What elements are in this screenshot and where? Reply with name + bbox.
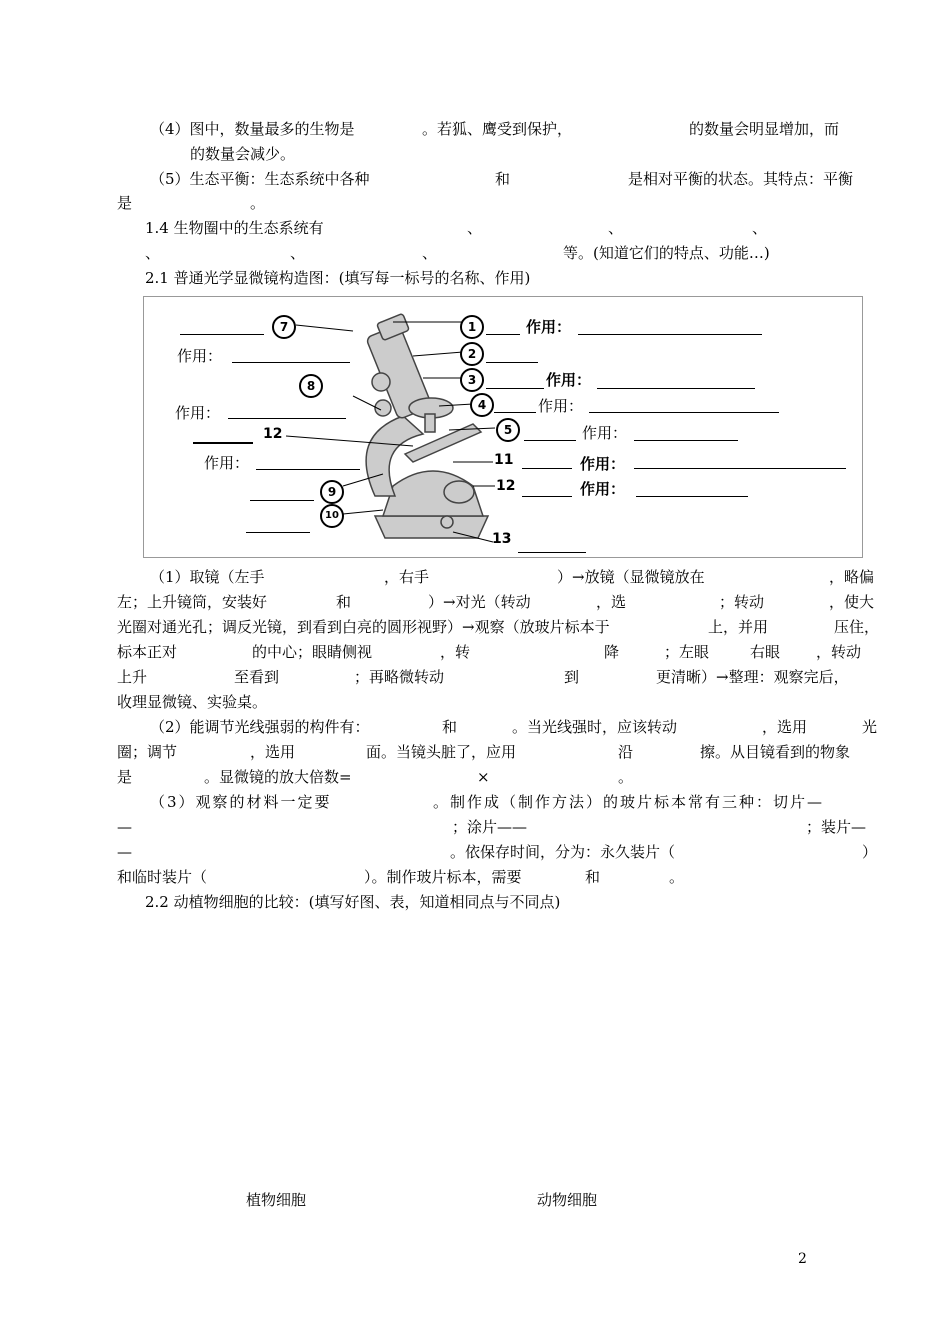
label-number-10: 10: [320, 504, 344, 528]
text: ；转动: [719, 593, 765, 611]
text: ，略偏: [829, 568, 875, 586]
text: ，转动: [816, 643, 862, 661]
separator: 、: [145, 244, 161, 262]
text: 面。当镜头脏了，应用: [366, 743, 517, 761]
text: 2.2 动植物细胞的比较：(填写好图、表，知道相同点与不同点): [145, 893, 561, 911]
text: ；再略微转动: [354, 668, 445, 686]
text: 的中心；眼睛侧视: [252, 643, 373, 661]
text: 。当光线强时，应该转动: [512, 718, 678, 736]
text: ；装片—: [806, 818, 867, 836]
text: 降: [604, 643, 620, 661]
text: 。: [618, 768, 634, 786]
text: 更清晰）→整理：观察完后，: [656, 668, 849, 686]
plant-cell-caption: 植物细胞: [246, 1191, 307, 1209]
label-number-8: 8: [299, 374, 323, 398]
text: 圈；调节: [117, 743, 178, 761]
label-number-9: 9: [320, 480, 344, 504]
use-label: 作用：: [538, 397, 584, 415]
text: 和: [585, 868, 601, 886]
use-label: 作用：: [580, 480, 626, 498]
text: 左；上升镜筒，安装好: [117, 593, 268, 611]
use-label: 作用：: [175, 404, 221, 422]
label-number-5: 5: [496, 418, 520, 442]
label-number-13: 13: [492, 531, 512, 547]
text: ）。制作玻片标本，需要: [364, 868, 522, 886]
text: （5）生态平衡：生态系统中各种: [150, 170, 370, 188]
text: 等。(知道它们的特点、功能…): [563, 244, 770, 262]
text: ，右手: [384, 568, 430, 586]
separator: 、: [422, 244, 438, 262]
text: 右眼: [750, 643, 781, 661]
animal-cell-caption: 动物细胞: [537, 1191, 598, 1209]
text: —: [117, 818, 132, 836]
text: 。制作成（制作方法）的玻片标本常有三种：切片—: [433, 793, 825, 811]
text: 和: [495, 170, 511, 188]
separator: 、: [290, 244, 306, 262]
text: 1.4 生物圈中的生态系统有: [145, 219, 324, 237]
text: （4）图中，数量最多的生物是: [150, 120, 355, 138]
text: 和: [336, 593, 352, 611]
separator: 、: [752, 219, 768, 237]
label-number-1: 1: [460, 315, 484, 339]
text: 上，并用: [708, 618, 769, 636]
text: 沿: [618, 743, 634, 761]
text: 光: [862, 718, 878, 736]
text: 至看到: [234, 668, 280, 686]
text: 是相对平衡的状态。其特点：平衡: [628, 170, 854, 188]
label-number-7: 7: [272, 315, 296, 339]
label-number-11: 11: [494, 452, 514, 468]
text: 。: [669, 868, 685, 886]
text: —: [117, 843, 132, 861]
text: 和临时装片（: [117, 868, 208, 886]
text: 压住，: [834, 618, 880, 636]
text: 。显微镜的放大倍数=: [204, 768, 352, 786]
text: 2.1 普通光学显微镜构造图：(填写每一标号的名称、作用): [145, 269, 531, 287]
label-number-12: 12: [496, 478, 516, 494]
text: 上升: [117, 668, 148, 686]
use-label: 作用：: [582, 424, 628, 442]
text: 。依保存时间，分为：永久装片（: [450, 843, 676, 861]
text: ，转: [440, 643, 471, 661]
label-number-4: 4: [470, 393, 494, 417]
text: 是: [117, 768, 133, 786]
text: 收理显微镜、实验桌。: [117, 693, 268, 711]
text: 。若狐、鹰受到保护，: [422, 120, 573, 138]
text: ；左眼: [664, 643, 710, 661]
text: 擦。从目镜看到的物象: [700, 743, 851, 761]
text: 是: [117, 194, 133, 212]
text: （3）观察的材料一定要: [150, 793, 332, 811]
text: ）: [862, 843, 878, 861]
use-label: 作用：: [580, 455, 626, 473]
text: 光圈对通光孔；调反光镜，到看到白亮的圆形视野）→观察（放玻片标本于: [117, 618, 610, 636]
text: （1）取镜（左手: [150, 568, 265, 586]
text: 到: [564, 668, 580, 686]
label-number-3: 3: [460, 368, 484, 392]
text: 和: [442, 718, 458, 736]
page-number: 2: [798, 1251, 807, 1267]
text: 标本正对: [117, 643, 178, 661]
text: 。: [250, 194, 266, 212]
text: ，选: [596, 593, 627, 611]
text: ，使大: [829, 593, 875, 611]
text: 的数量会明显增加，而: [689, 120, 840, 138]
text: ；涂片——: [452, 818, 528, 836]
text: （2）能调节光线强弱的构件有：: [150, 718, 370, 736]
text: ）→放镜（显微镜放在: [557, 568, 705, 586]
text: ，选用: [250, 743, 296, 761]
use-label: 作用：: [177, 347, 223, 365]
text: ）→对光（转动: [428, 593, 531, 611]
label-number-2: 2: [460, 342, 484, 366]
use-label: 作用：: [546, 371, 592, 389]
separator: 、: [467, 219, 483, 237]
use-label: 作用：: [204, 454, 250, 472]
label-number-12: 12: [263, 426, 283, 442]
text: 的数量会减少。: [190, 145, 296, 163]
text: ×: [477, 768, 490, 786]
text: ，选用: [762, 718, 808, 736]
use-label: 作用：: [526, 318, 572, 336]
separator: 、: [608, 219, 624, 237]
